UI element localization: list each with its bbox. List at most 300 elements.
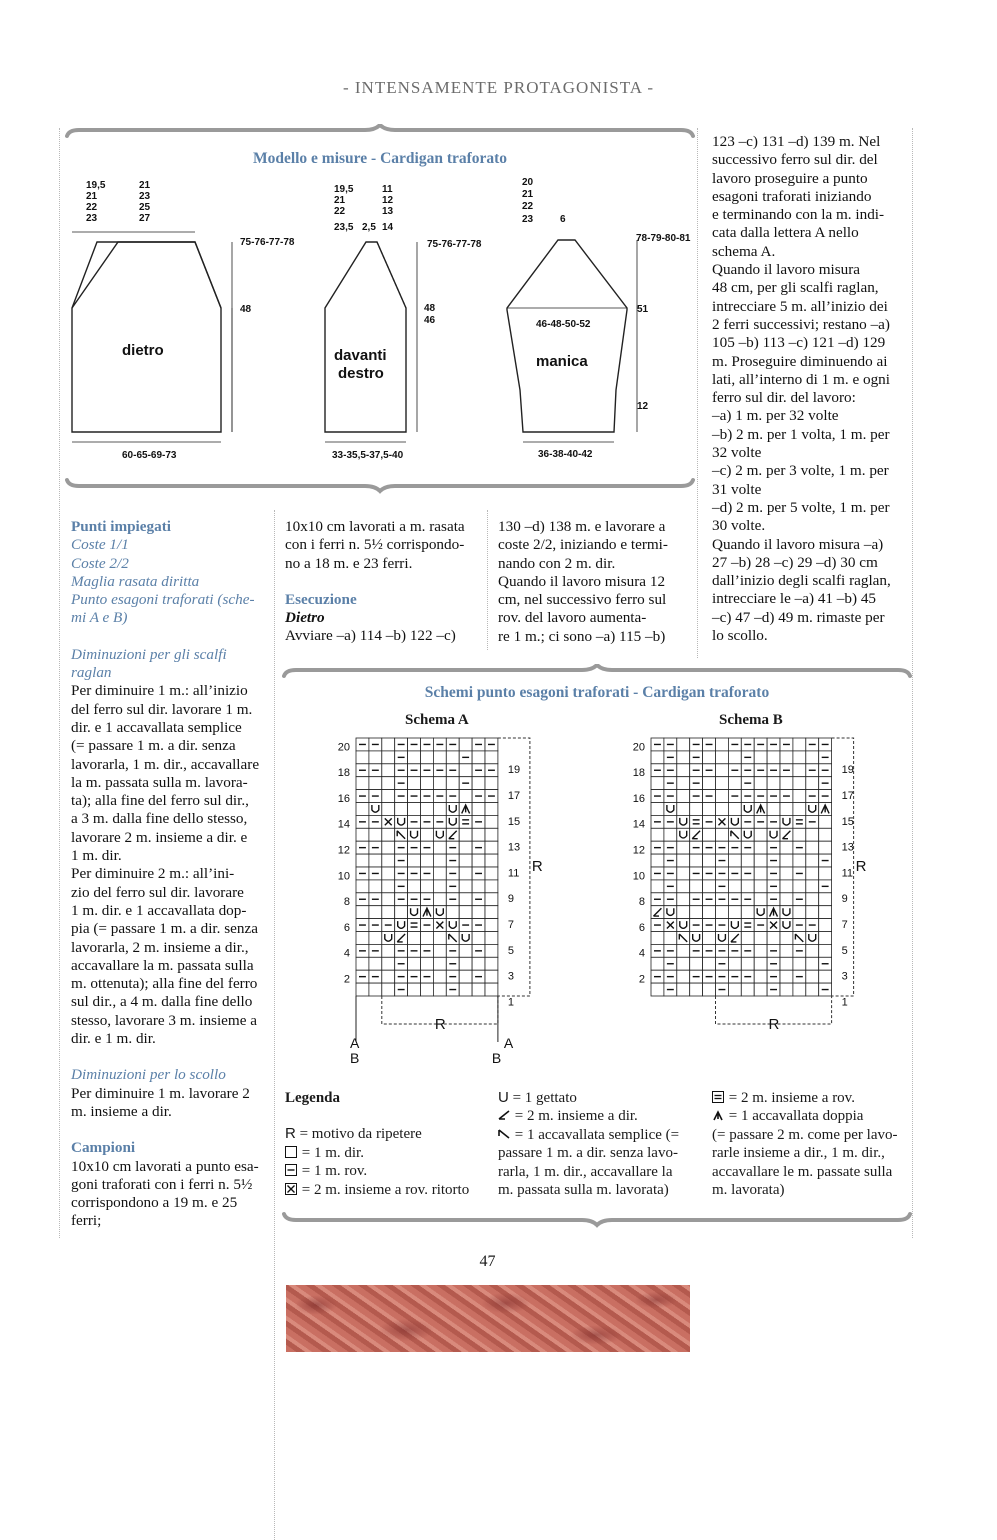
chart-cell — [767, 893, 780, 906]
schema-a-title: Schema A — [405, 712, 469, 728]
chart-cell — [703, 777, 716, 790]
front-top-mid: 2,5 — [362, 222, 376, 233]
chart-cell — [677, 854, 690, 867]
chart-cell — [459, 790, 472, 803]
double-decrease-icon — [712, 1109, 725, 1121]
chart-cell — [690, 854, 703, 867]
chart-cell — [459, 957, 472, 970]
chart-cell — [421, 854, 434, 867]
chart-cell — [806, 841, 819, 854]
chart-cell — [446, 854, 459, 867]
chart-cell — [703, 828, 716, 841]
chart-cell — [433, 867, 446, 880]
chart-cell — [356, 803, 369, 816]
chart-cell — [369, 880, 382, 893]
chart-cell — [369, 957, 382, 970]
chart-cell — [356, 919, 369, 932]
back-side: 48 — [240, 304, 252, 315]
chart-cell — [408, 867, 421, 880]
chart-cell — [716, 764, 729, 777]
chart-cell — [793, 751, 806, 764]
chart-cell — [421, 893, 434, 906]
chart-cell — [690, 828, 703, 841]
chart-cell — [741, 957, 754, 970]
decrease-line: lavorarla, 2 m. insieme a dir., — [71, 938, 249, 956]
schema-a-chart — [318, 730, 568, 1090]
chart-cell — [651, 867, 664, 880]
chart-cell — [369, 815, 382, 828]
chart-cell — [741, 777, 754, 790]
col4-line: successivo ferro sul dir. del — [712, 151, 878, 169]
legend-dbl — [712, 1107, 907, 1125]
col2-line: con i ferri n. 5½ corrispondo- — [285, 536, 465, 554]
chart-cell — [716, 970, 729, 983]
back-line: Avviare –a) 114 –b) 122 –c) — [285, 627, 456, 645]
chart-cell — [690, 970, 703, 983]
chart-cell — [677, 764, 690, 777]
chart-cell — [382, 777, 395, 790]
column-4 — [712, 133, 906, 645]
decrease-line: lavorare 2 m. insieme a dir. e — [71, 828, 248, 846]
chart-cell — [741, 764, 754, 777]
front-piece — [325, 184, 482, 461]
chart-cell — [485, 983, 498, 996]
chart-cell — [780, 828, 793, 841]
chart-cell — [369, 751, 382, 764]
chart-cell — [793, 906, 806, 919]
decrease-line: (= passare 1 m. a dir. senza — [71, 737, 236, 755]
row-number-left: 20 — [632, 741, 645, 754]
chart-cell — [664, 983, 677, 996]
sleeve-length: 78-79-80-81 — [636, 233, 691, 244]
chart-cell — [446, 893, 459, 906]
chart-cell — [819, 815, 832, 828]
chart-cell — [472, 893, 485, 906]
chart-cell — [741, 815, 754, 828]
chart-cell — [793, 815, 806, 828]
chart-cell — [395, 957, 408, 970]
front-top-left-1: 21 — [334, 195, 346, 206]
charts-title: Schemi punto esagoni traforati - Cardigan traforato — [424, 684, 770, 701]
chart-cell — [408, 983, 421, 996]
legend-skpo-line: rarla, 1 m. dir., accavallare la — [498, 1163, 673, 1180]
chart-cell — [485, 880, 498, 893]
chart-cell — [433, 828, 446, 841]
chart-cell — [819, 919, 832, 932]
chart-cell — [716, 944, 729, 957]
chart-cell — [459, 803, 472, 816]
sleeve-top-left-3: 23 — [522, 214, 534, 225]
top-curved-bar — [65, 124, 695, 144]
chart-cell — [459, 777, 472, 790]
chart-cell — [421, 841, 434, 854]
b-marker-right: B — [491, 1050, 502, 1066]
chart-cell — [780, 893, 793, 906]
chart-cell — [793, 803, 806, 816]
chart-cell — [356, 854, 369, 867]
chart-cell — [741, 919, 754, 932]
back-top-left-1: 21 — [86, 191, 98, 202]
col4-line: 48 cm, per gli scalfi raglan, — [712, 279, 879, 297]
chart-cell — [767, 738, 780, 751]
row-number-right: 11 — [507, 867, 520, 880]
charts-bottom-curved-bar — [282, 1210, 912, 1230]
chart-cell — [459, 815, 472, 828]
legend-p2tog-tbl-text: = 2 m. insieme a rov. ritorto — [301, 1181, 470, 1198]
sleeve-top-left-2: 22 — [522, 201, 534, 212]
col3-line: coste 2/2, iniziando e termi- — [498, 536, 668, 554]
chart-cell — [382, 944, 395, 957]
chart-cell — [421, 932, 434, 945]
chart-cell — [716, 751, 729, 764]
chart-cell — [703, 815, 716, 828]
chart-cell — [651, 751, 664, 764]
chart-cell — [716, 919, 729, 932]
chart-cell — [793, 738, 806, 751]
back-width: 60-65-69-73 — [122, 450, 177, 461]
chart-cell — [651, 906, 664, 919]
chart-cell — [754, 867, 767, 880]
chart-cell — [651, 932, 664, 945]
chart-cell — [664, 970, 677, 983]
front-top-left-2: 22 — [334, 206, 346, 217]
chart-cell — [767, 880, 780, 893]
chart-cell — [690, 880, 703, 893]
chart-cell — [703, 751, 716, 764]
chart-cell — [780, 880, 793, 893]
sleeve-label: manica — [536, 353, 588, 370]
chart-cell — [754, 803, 767, 816]
chart-cell — [703, 944, 716, 957]
chart-cell — [793, 867, 806, 880]
chart-cell — [395, 944, 408, 957]
chart-cell — [754, 983, 767, 996]
chart-cell — [677, 815, 690, 828]
chart-cell — [408, 790, 421, 803]
chart-cell — [767, 957, 780, 970]
chart-cell — [690, 957, 703, 970]
row-number-left: 16 — [632, 792, 645, 805]
chart-cell — [703, 790, 716, 803]
col4-line: intrecciare 5 m. all’inizio dei — [712, 297, 888, 315]
chart-cell — [741, 983, 754, 996]
chart-cell — [459, 932, 472, 945]
chart-cell — [472, 751, 485, 764]
column-3 — [498, 518, 692, 646]
chart-cell — [459, 893, 472, 906]
front-label-2: destro — [338, 365, 384, 382]
chart-cell — [716, 893, 729, 906]
chart-cell — [472, 957, 485, 970]
chart-cell — [806, 970, 819, 983]
decrease-line: Per diminuire 2 m.: all’ini- — [71, 865, 235, 883]
chart-cell — [356, 944, 369, 957]
chart-cell — [472, 841, 485, 854]
chart-cell — [741, 738, 754, 751]
chart-cell — [356, 983, 369, 996]
chart-cell — [382, 751, 395, 764]
col4-line: intrecciare le –a) 41 –b) 45 — [712, 590, 877, 608]
chart-cell — [806, 867, 819, 880]
chart-cell — [806, 919, 819, 932]
chart-cell — [754, 854, 767, 867]
sleeve-top-left-1: 21 — [522, 189, 534, 200]
row-number-right: 17 — [841, 790, 854, 803]
swatch-line: goni traforati con i ferri n. 5½ — [71, 1175, 253, 1193]
row-number-left: 12 — [337, 844, 350, 857]
chart-cell — [446, 880, 459, 893]
chart-cell — [485, 828, 498, 841]
chart-cell — [369, 867, 382, 880]
col4-line: lo scollo. — [712, 627, 768, 645]
legend-knit-text: = 1 m. dir. — [301, 1144, 364, 1161]
chart-cell — [356, 777, 369, 790]
chart-cell — [703, 880, 716, 893]
chart-cell — [485, 815, 498, 828]
chart-cell — [728, 867, 741, 880]
chart-cell — [408, 854, 421, 867]
chart-cell — [793, 854, 806, 867]
chart-cell — [780, 777, 793, 790]
chart-cell — [485, 841, 498, 854]
col1-rule — [274, 510, 275, 1540]
measures-title: Modello e misure - Cardigan traforato — [252, 150, 508, 167]
chart-cell — [433, 983, 446, 996]
chart-cell — [408, 828, 421, 841]
chart-cell — [754, 880, 767, 893]
chart-cell — [690, 932, 703, 945]
chart-cell — [421, 944, 434, 957]
back-label: dietro — [122, 342, 164, 359]
chart-cell — [651, 790, 664, 803]
chart-cell — [690, 893, 703, 906]
sleeve-lower: 12 — [637, 401, 649, 412]
chart-cell — [754, 828, 767, 841]
chart-cell — [819, 880, 832, 893]
chart-cell — [485, 932, 498, 945]
repeat-marker-bottom: R — [768, 1016, 780, 1033]
chart-cell — [780, 906, 793, 919]
chart-cell — [741, 893, 754, 906]
chart-cell — [819, 828, 832, 841]
chart-cell — [433, 790, 446, 803]
neck-line: Per diminuire 1 m. lavorare 2 — [71, 1084, 250, 1102]
chart-cell — [703, 841, 716, 854]
chart-cell — [793, 880, 806, 893]
chart-cell — [741, 970, 754, 983]
chart-cell — [677, 738, 690, 751]
empty-square-icon — [285, 1146, 298, 1158]
chart-cell — [433, 803, 446, 816]
running-title: - INTENSAMENTE PROTAGONISTA - — [342, 78, 654, 97]
chart-cell — [819, 738, 832, 751]
chart-cell — [472, 970, 485, 983]
chart-cell — [446, 803, 459, 816]
legend-dbl-text: = 1 accavallata doppia — [728, 1108, 864, 1125]
chart-cell — [754, 738, 767, 751]
chart-cell — [651, 764, 664, 777]
chart-cell — [780, 803, 793, 816]
col4-line: 30 volte. — [712, 517, 766, 535]
chart-cell — [677, 777, 690, 790]
chart-cell — [677, 790, 690, 803]
chart-cell — [421, 906, 434, 919]
chart-cell — [459, 854, 472, 867]
chart-cell — [767, 841, 780, 854]
chart-cell — [716, 880, 729, 893]
col4-line: 105 –b) 113 –c) 121 –d) 129 — [712, 334, 886, 352]
a-marker-right: A — [503, 1035, 514, 1051]
sleeve-width: 36-38-40-42 — [538, 449, 593, 460]
chart-cell — [664, 764, 677, 777]
chart-cell — [793, 828, 806, 841]
sleeve-mid-width: 46-48-50-52 — [536, 319, 591, 330]
legend-k2tog-text: = 2 m. insieme a dir. — [514, 1108, 638, 1125]
sleeve-top-right: 6 — [560, 214, 566, 225]
row-number-left: 14 — [632, 818, 645, 831]
row-number-left: 6 — [343, 921, 350, 934]
chart-cell — [767, 906, 780, 919]
chart-cell — [819, 970, 832, 983]
legend-dbl-line: (= passare 2 m. come per lavo- — [712, 1126, 898, 1143]
chart-cell — [369, 764, 382, 777]
chart-cell — [651, 841, 664, 854]
row-number-left: 18 — [337, 767, 350, 780]
col3-line: Quando il lavoro misura 12 — [498, 572, 666, 590]
col2-line: no a 18 m. e 23 ferri. — [285, 554, 413, 572]
row-number-left: 10 — [337, 870, 350, 883]
legend-dbl-line: accavallare le m. passate sulla — [712, 1163, 893, 1180]
chart-cell — [356, 880, 369, 893]
chart-cell — [408, 932, 421, 945]
chart-cell — [382, 854, 395, 867]
chart-cell — [382, 906, 395, 919]
chart-cell — [690, 867, 703, 880]
chart-cell — [369, 790, 382, 803]
decrease-line: 1 m. dir. e 1 accavallata dop- — [71, 901, 247, 919]
neck-title: Diminuzioni per lo scollo — [71, 1066, 226, 1084]
swatch-line: 10x10 cm lavorati a punto esa- — [71, 1157, 259, 1175]
chart-cell — [728, 880, 741, 893]
chart-cell — [780, 867, 793, 880]
chart-cell — [728, 751, 741, 764]
chart-cell — [369, 919, 382, 932]
chart-cell — [819, 790, 832, 803]
chart-cell — [395, 841, 408, 854]
chart-cell — [677, 803, 690, 816]
chart-cell — [459, 841, 472, 854]
col4-line: esagoni traforati iniziando — [712, 187, 872, 205]
col4-line: –c) 47 –d) 49 m. rimaste per — [712, 608, 885, 626]
chart-cell — [767, 790, 780, 803]
chart-cell — [716, 841, 729, 854]
decrease-line: zio del ferro sul dir. lavorare — [71, 883, 244, 901]
measures-diagram — [60, 170, 700, 470]
stitches-heading: Punti impiegati — [71, 518, 171, 535]
chart-cell — [780, 841, 793, 854]
chart-cell — [767, 983, 780, 996]
chart-cell — [767, 815, 780, 828]
legend-skpo-line: passare 1 m. a dir. senza lavo- — [498, 1145, 678, 1162]
row-number-left: 10 — [632, 870, 645, 883]
row-number-right: 19 — [841, 764, 854, 777]
chart-cell — [472, 944, 485, 957]
chart-cell — [651, 854, 664, 867]
chart-cell — [356, 751, 369, 764]
chart-cell — [819, 751, 832, 764]
chart-cell — [767, 970, 780, 983]
chart-cell — [408, 919, 421, 932]
chart-cell — [806, 790, 819, 803]
chart-cell — [446, 828, 459, 841]
chart-cell — [485, 790, 498, 803]
chart-cell — [793, 764, 806, 777]
chart-cell — [485, 738, 498, 751]
col4-line: e terminando con la m. indi- — [712, 206, 885, 224]
chart-cell — [819, 944, 832, 957]
repeat-marker-right: R — [531, 858, 543, 875]
chart-cell — [664, 932, 677, 945]
chart-cell — [369, 738, 382, 751]
chart-cell — [485, 919, 498, 932]
chart-cell — [677, 944, 690, 957]
stitch-item: Coste 1/1 — [71, 536, 129, 554]
repeat-symbol: R — [285, 1125, 296, 1143]
chart-cell — [356, 841, 369, 854]
chart-cell — [703, 893, 716, 906]
row-number-left: 8 — [638, 896, 645, 909]
back-top-right-1: 23 — [139, 191, 151, 202]
decrease-line: accavallare la m. passata sulla — [71, 956, 254, 974]
chart-cell — [395, 828, 408, 841]
row-number-right: 1 — [507, 996, 515, 1009]
chart-cell — [369, 983, 382, 996]
chart-cell — [446, 790, 459, 803]
legend-title: Legenda — [285, 1090, 341, 1106]
chart-cell — [382, 841, 395, 854]
front-length: 75-76-77-78 — [427, 239, 482, 250]
chart-cell — [728, 957, 741, 970]
col4-line: cata dalla lettera A nello — [712, 224, 859, 242]
chart-cell — [793, 932, 806, 945]
front-top-right-2: 13 — [382, 206, 394, 217]
chart-cell — [664, 893, 677, 906]
chart-cell — [690, 841, 703, 854]
chart-cell — [421, 880, 434, 893]
chart-cell — [728, 854, 741, 867]
chart-cell — [664, 790, 677, 803]
chart-cell — [472, 764, 485, 777]
a-marker-left: A — [350, 1035, 360, 1051]
chart-cell — [651, 880, 664, 893]
col4-line: 32 volte — [712, 444, 762, 462]
chart-cell — [728, 893, 741, 906]
chart-cell — [651, 944, 664, 957]
chart-cell — [677, 880, 690, 893]
chart-cell — [356, 790, 369, 803]
chart-cell — [819, 983, 832, 996]
decrease-title: Diminuzioni per gli scalfi — [71, 645, 227, 663]
chart-cell — [433, 880, 446, 893]
chart-cell — [780, 854, 793, 867]
chart-cell — [806, 815, 819, 828]
chart-cell — [369, 906, 382, 919]
chart-cell — [472, 880, 485, 893]
chart-cell — [446, 906, 459, 919]
chart-cell — [421, 790, 434, 803]
chart-cell — [703, 983, 716, 996]
row-number-right: 5 — [507, 944, 515, 957]
